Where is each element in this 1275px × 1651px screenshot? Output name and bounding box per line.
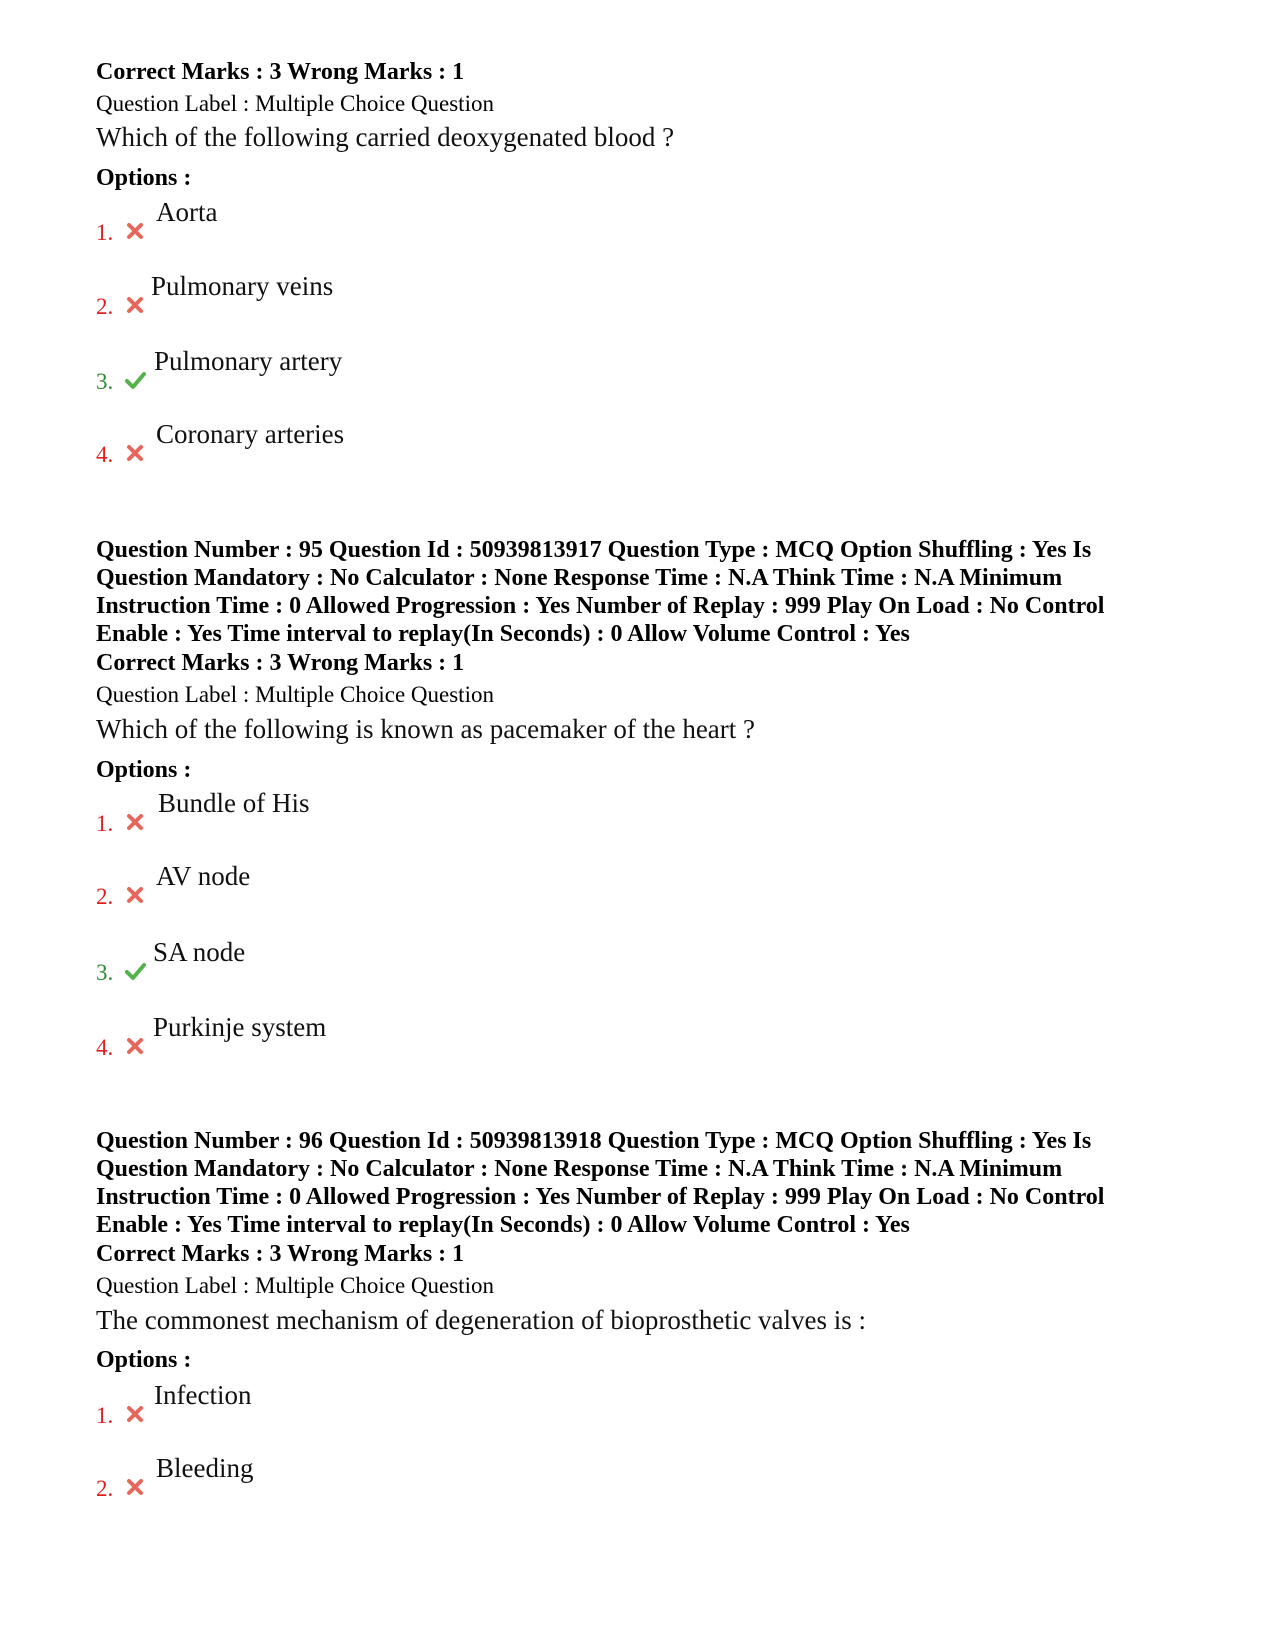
options-heading: Options : bbox=[96, 757, 192, 783]
question-meta: Question Number : 96 Question Id : 50939813918 Question Type : MCQ Option Shuffling : Yes Is Question Mandatory : No Calculator : None Response Time : N.A Think Time : N.A Minimum Instruction Time : 0 Allowed Progression : Yes Number of Replay : 999 Play On Load : No Control Enable : Yes Time interval to replay(In Seconds) : 0 Allow Volume Control : Yes bbox=[96, 1128, 1105, 1238]
option-item bbox=[96, 345, 696, 395]
option-text: SA node bbox=[153, 937, 246, 967]
options-heading: Options : bbox=[96, 165, 192, 191]
option-text: AV node bbox=[156, 861, 251, 891]
question-label: Question Label : Multiple Choice Question bbox=[96, 91, 494, 116]
option-item bbox=[96, 418, 696, 468]
option-number: 3. bbox=[96, 960, 114, 985]
option-number: 2. bbox=[96, 1476, 114, 1501]
option-text: Aorta bbox=[156, 197, 218, 227]
question-meta: Question Number : 95 Question Id : 50939813917 Question Type : MCQ Option Shuffling : Yes Is Question Mandatory : No Calculator : None Response Time : N.A Think Time : N.A Minimum Instruction Time : 0 Allowed Progression : Yes Number of Replay : 999 Play On Load : No Control Enable : Yes Time interval to replay(In Seconds) : 0 Allow Volume Control : Yes bbox=[96, 537, 1105, 647]
cross-icon bbox=[124, 884, 146, 906]
options-heading: Options : bbox=[96, 1347, 192, 1373]
correct-wrong-marks: Correct Marks : 3 Wrong Marks : 1 bbox=[96, 1241, 465, 1267]
correct-wrong-marks: Correct Marks : 3 Wrong Marks : 1 bbox=[96, 650, 465, 676]
option-number: 4. bbox=[96, 442, 114, 467]
option-item bbox=[96, 936, 696, 986]
question-label: Question Label : Multiple Choice Question bbox=[96, 682, 494, 707]
question-label: Question Label : Multiple Choice Question bbox=[96, 1273, 494, 1298]
option-item bbox=[96, 1011, 696, 1061]
option-number: 1. bbox=[96, 1403, 114, 1428]
cross-icon bbox=[124, 811, 146, 833]
correct-wrong-marks: Correct Marks : 3 Wrong Marks : 1 bbox=[96, 59, 465, 85]
question-text: The commonest mechanism of degeneration of bioprosthetic valves is : bbox=[96, 1305, 867, 1335]
option-item bbox=[96, 196, 696, 246]
option-item bbox=[96, 1379, 696, 1429]
cross-icon bbox=[124, 220, 146, 242]
option-number: 2. bbox=[96, 294, 114, 319]
option-number: 4. bbox=[96, 1035, 114, 1060]
option-number: 1. bbox=[96, 220, 114, 245]
cross-icon bbox=[124, 442, 146, 464]
cross-icon bbox=[124, 1476, 146, 1498]
option-text: Infection bbox=[154, 1380, 252, 1410]
option-text: Bundle of His bbox=[158, 788, 310, 818]
option-text: Bleeding bbox=[156, 1453, 254, 1483]
option-item bbox=[96, 860, 696, 910]
cross-icon bbox=[124, 294, 146, 316]
question-text: Which of the following is known as pacemaker of the heart ? bbox=[96, 714, 756, 744]
option-item bbox=[96, 787, 696, 837]
option-text: Pulmonary artery bbox=[154, 346, 343, 376]
question-text: Which of the following carried deoxygenated blood ? bbox=[96, 122, 675, 152]
option-number: 3. bbox=[96, 369, 114, 394]
check-icon bbox=[124, 960, 146, 982]
cross-icon bbox=[124, 1403, 146, 1425]
option-text: Pulmonary veins bbox=[151, 271, 334, 301]
option-item bbox=[96, 270, 696, 320]
option-number: 2. bbox=[96, 884, 114, 909]
option-text: Coronary arteries bbox=[156, 419, 345, 449]
cross-icon bbox=[124, 1035, 146, 1057]
check-icon bbox=[124, 369, 146, 391]
option-item bbox=[96, 1452, 696, 1502]
option-number: 1. bbox=[96, 811, 114, 836]
option-text: Purkinje system bbox=[153, 1012, 327, 1042]
